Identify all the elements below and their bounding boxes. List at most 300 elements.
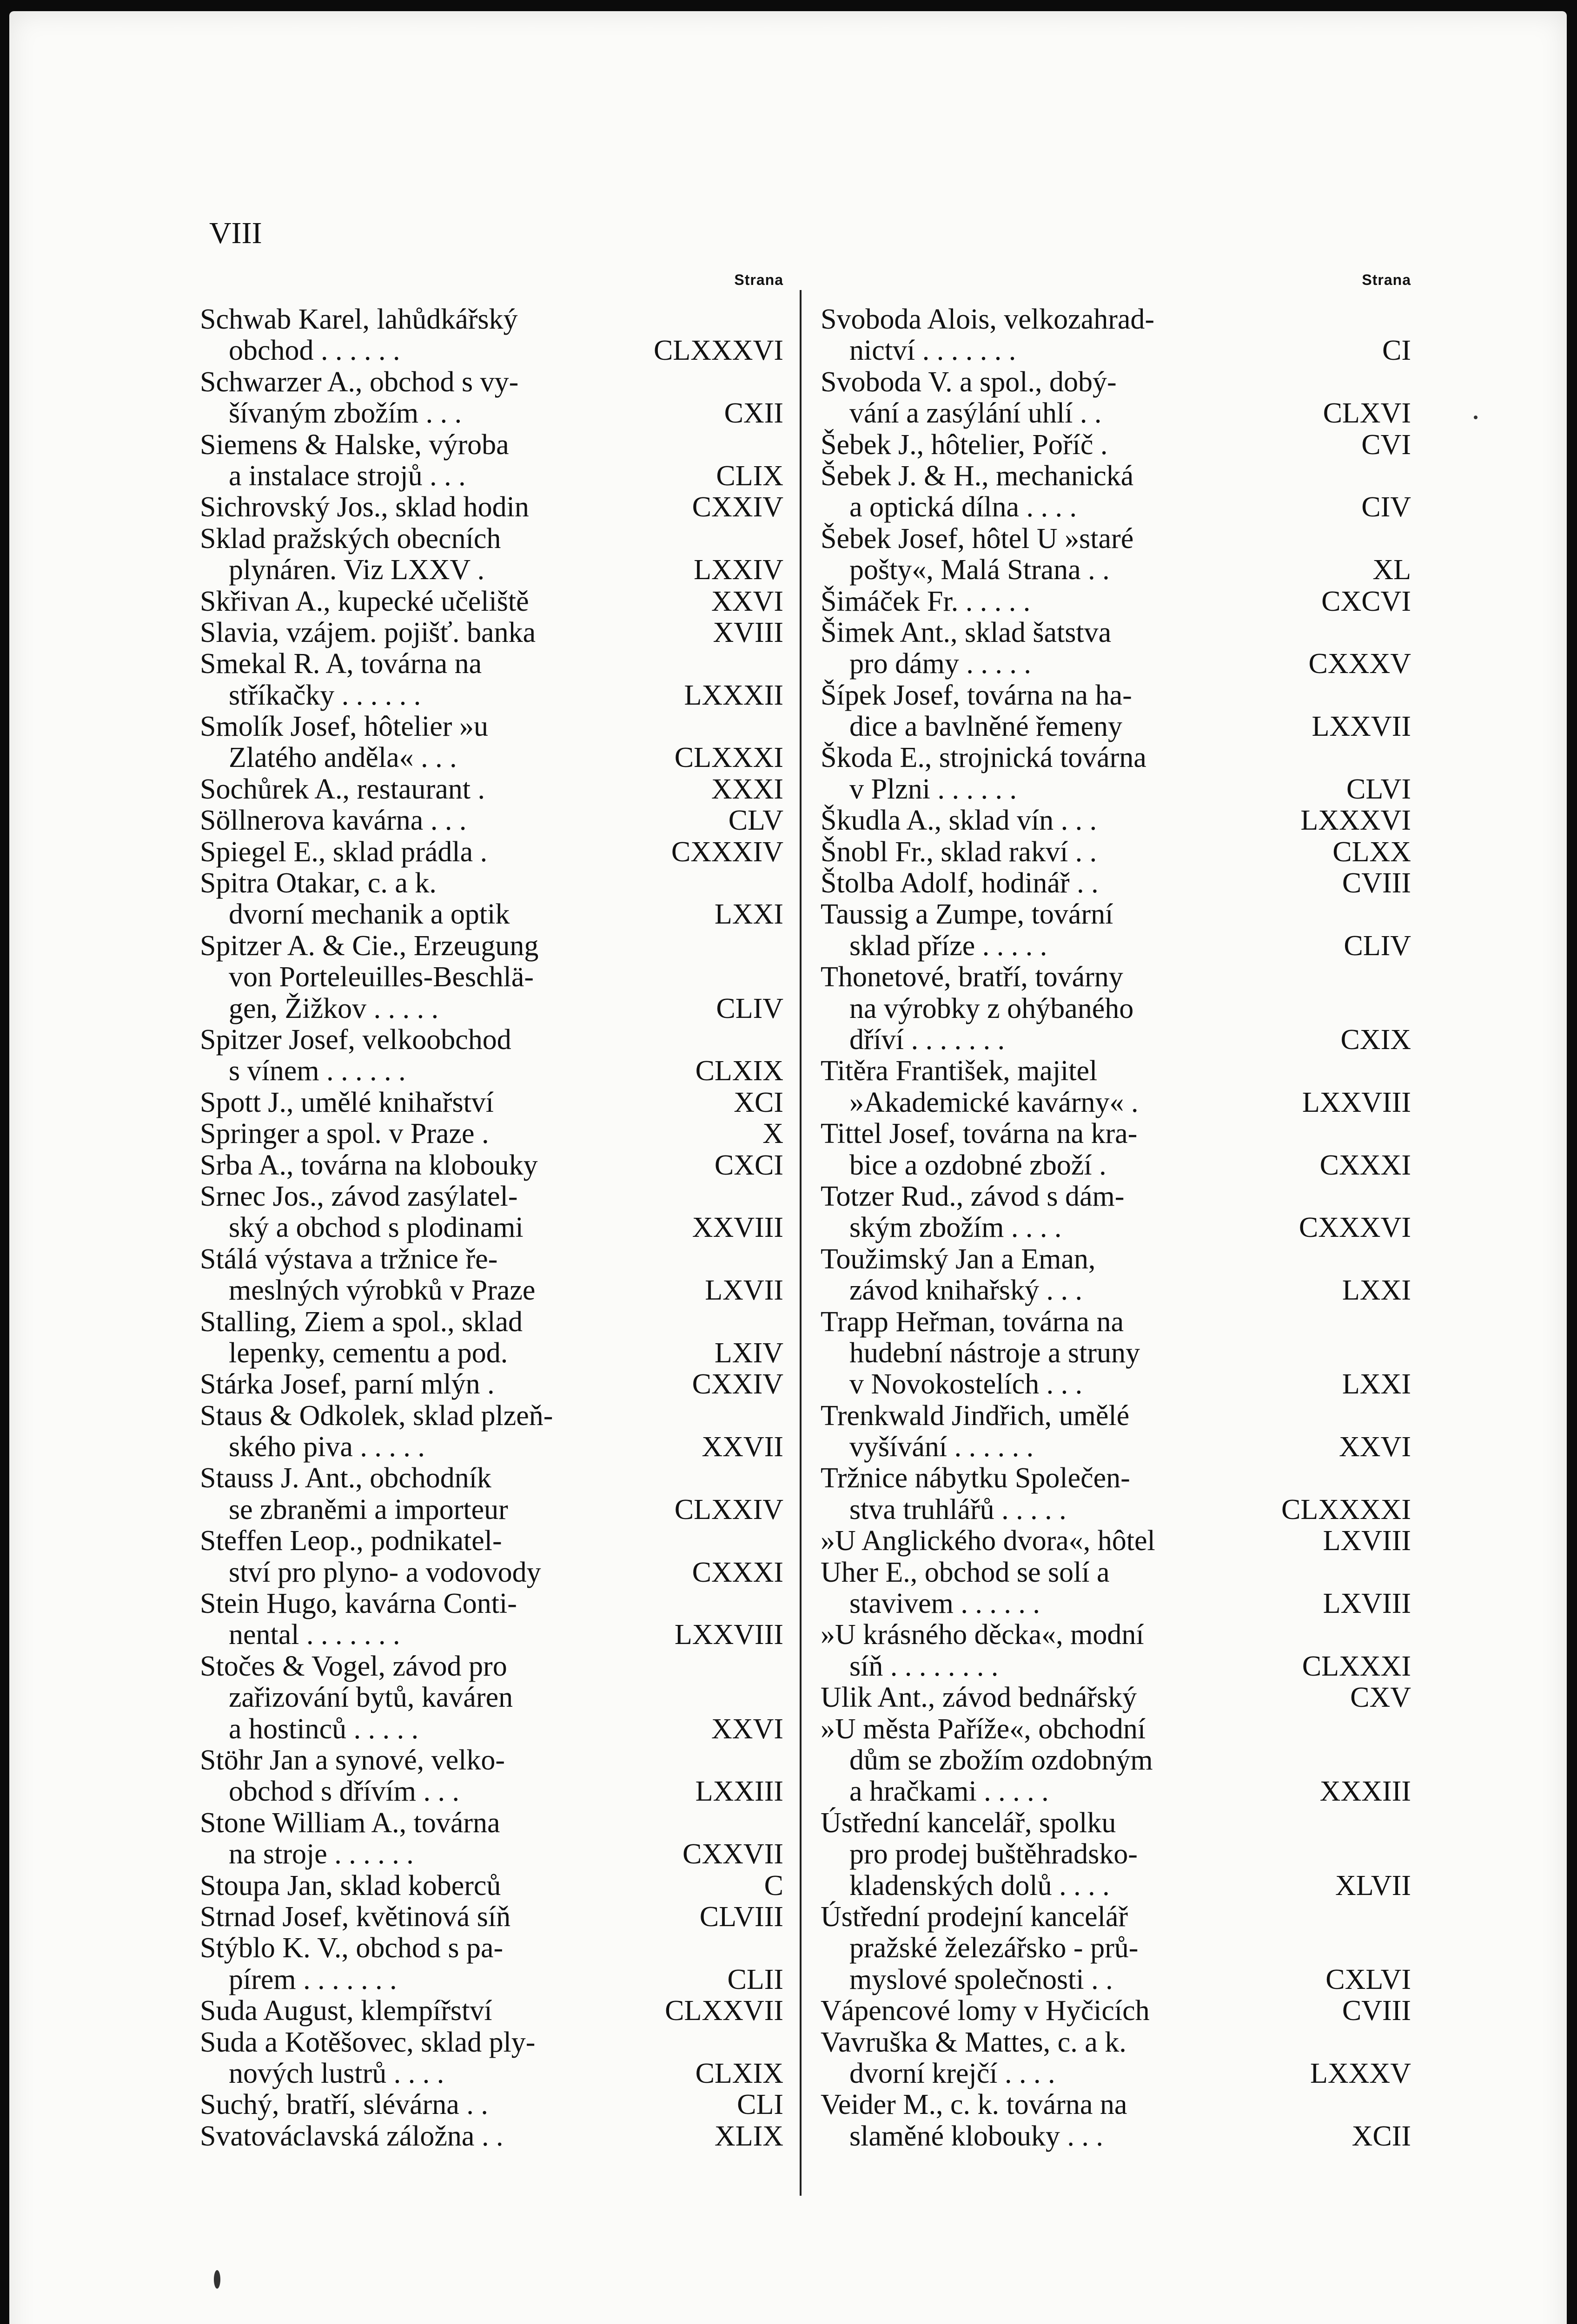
entry-page-ref: XXXIII (1319, 1776, 1411, 1808)
entry-line: lepenky, cementu a pod. (229, 1337, 508, 1369)
index-entry (821, 1400, 1411, 1463)
entry-line: Toužimský Jan a Eman, (821, 1243, 1096, 1275)
entry-name (821, 680, 1303, 743)
entry-line: Svatováclavská záložna . . (200, 2120, 504, 2152)
entry-line: meslných výrobků v Praze (229, 1274, 536, 1307)
entry-page-ref: CXXXV (1308, 648, 1411, 680)
entry-name (821, 1181, 1290, 1244)
index-entry (200, 1369, 783, 1400)
entry-name (821, 1463, 1272, 1525)
index-entry (200, 1808, 783, 1870)
index-entry (200, 586, 783, 617)
index-entry (821, 1056, 1411, 1118)
entry-name (200, 1087, 724, 1118)
entry-name (821, 962, 1331, 1056)
entry-page-ref: XXXI (711, 773, 783, 805)
entry-name (200, 1870, 755, 1901)
index-entry (200, 868, 783, 931)
entry-name (200, 429, 707, 492)
index-entry (200, 1307, 783, 1369)
entry-page-ref: CLXX (1332, 836, 1411, 868)
entry-name (821, 2089, 1343, 2152)
entry-line: Strnad Josef, květinová síň (200, 1901, 511, 1933)
entry-name (821, 1714, 1311, 1808)
entry-page-ref: XXVIII (692, 1212, 783, 1244)
index-entry (821, 680, 1411, 743)
entry-name (200, 1808, 673, 1870)
entry-name (821, 1525, 1314, 1557)
entry-page-ref: XXVI (1339, 1431, 1411, 1463)
entry-line: Totzer Rud., závod s dám- (821, 1180, 1125, 1212)
index-entry (821, 1307, 1411, 1400)
entry-line: Springer a spol. v Praze . (200, 1118, 489, 1150)
entry-line: Suda August, klempířství (200, 1995, 492, 2027)
entry-line: Ulik Ant., závod bednářský (821, 1682, 1137, 1714)
entry-name (821, 461, 1352, 523)
entry-line: Titěra František, majitel (821, 1055, 1098, 1087)
entry-line: Veider M., c. k. továrna na (821, 2089, 1127, 2121)
book-page (9, 11, 1567, 2324)
entry-line: von Porteleuilles-Beschlä- (229, 961, 534, 993)
entry-line: na výrobky z ohýbaného (849, 992, 1134, 1024)
index-entry (821, 429, 1411, 461)
entry-name (200, 931, 707, 1024)
entry-line: Uher E., obchod se solí a (821, 1556, 1110, 1588)
entry-line: Spitzer Josef, velkoobchod (200, 1024, 511, 1056)
index-entry (200, 2089, 783, 2120)
index-entry (821, 523, 1411, 586)
entry-line: Siemens & Halske, výroba (200, 429, 509, 461)
entry-line: a hostinců . . . . . (229, 1713, 419, 1745)
entry-page-ref: CLXXIV (674, 1493, 783, 1525)
entry-name (200, 711, 665, 774)
entry-name (200, 1525, 683, 1588)
entry-page-ref: CLXXXVI (654, 335, 783, 367)
index-entry (200, 774, 783, 805)
entry-line: vyšívání . . . . . . (849, 1431, 1034, 1463)
left-entries (200, 304, 783, 2152)
entry-line: Šebek J. & H., mechanická (821, 460, 1134, 492)
entry-page-ref: CLII (727, 1963, 783, 1995)
index-entry (200, 1933, 783, 1995)
entry-line: Zlatého anděla« . . . (229, 742, 457, 774)
entry-line: Staus & Odkolek, sklad plzeň- (200, 1400, 553, 1432)
entry-name (821, 868, 1333, 899)
entry-line: Vápencové lomy v Hyčicích (821, 1995, 1150, 2027)
left-index-column (200, 271, 783, 2152)
entry-line: Škudla A., sklad vín . . . (821, 805, 1097, 837)
entry-line: Stočes & Vogel, závod pro (200, 1650, 507, 1682)
entry-line: Srba A., továrna na klobouky (200, 1149, 538, 1181)
entry-line: Slavia, vzájem. pojišť. banka (200, 616, 536, 648)
entry-name (200, 1024, 686, 1087)
entry-line: dvorní mechanik a optik (229, 898, 510, 931)
entry-page-ref: C (764, 1869, 783, 1901)
index-entry (200, 931, 783, 1024)
right-index-column (821, 271, 1411, 2152)
index-entry (200, 1870, 783, 1901)
entry-line: Svoboda Alois, velkozahrad- (821, 304, 1155, 335)
entry-page-ref: LXXVIII (674, 1619, 783, 1651)
index-entry (821, 742, 1411, 805)
entry-name (200, 1181, 683, 1244)
index-entry (200, 1400, 783, 1463)
entry-line: zařizování bytů, kaváren (229, 1682, 513, 1714)
entry-line: »U Anglického dvora«, hôtel (821, 1525, 1155, 1557)
entry-page-ref: XXVI (711, 1713, 783, 1745)
entry-page-ref: CLI (737, 2089, 783, 2121)
entry-name (200, 1307, 705, 1369)
entry-line: dům se zbožím ozdobným (849, 1744, 1153, 1776)
index-entry (200, 304, 783, 367)
entry-line: ský a obchod s plodinami (229, 1212, 523, 1244)
entry-line: Šípek Josef, továrna na ha- (821, 679, 1132, 711)
entry-page-ref: CLXXXXI (1281, 1493, 1411, 1525)
entry-page-ref: CLXXVII (665, 1995, 783, 2027)
entry-name (200, 837, 662, 868)
entry-name (200, 1369, 683, 1400)
entry-name (200, 1463, 665, 1525)
entry-name (821, 1808, 1326, 1901)
entry-line: dvorní krejčí . . . . (849, 2057, 1055, 2089)
entry-page-ref: XLVII (1335, 1869, 1411, 1901)
index-entry (821, 1463, 1411, 1525)
entry-line: stavivem . . . . . . (849, 1588, 1040, 1620)
index-entry (200, 805, 783, 836)
entry-line: nental . . . . . . . (229, 1619, 400, 1651)
entry-name (821, 586, 1312, 617)
entry-page-ref: LXXIII (695, 1776, 783, 1808)
index-entry (821, 2027, 1411, 2090)
entry-line: vání a zasýlání uhlí . . (849, 397, 1102, 429)
index-entry (200, 523, 783, 586)
entry-page-ref: CXIX (1340, 1024, 1411, 1056)
entry-name (821, 837, 1323, 868)
index-entry (821, 837, 1411, 868)
entry-line: pro prodej buštěhradsko- (849, 1838, 1138, 1870)
entry-line: Svoboda V. a spol., dobý- (821, 366, 1117, 398)
entry-line: Spiegel E., sklad prádla . (200, 836, 488, 868)
entry-line: pošty«, Malá Strana . . (849, 554, 1110, 586)
right-entries (821, 304, 1411, 2152)
entry-line: Taussig a Zumpe, tovární (821, 898, 1113, 931)
entry-line: Šebek J., hôtelier, Poříč . (821, 429, 1108, 461)
index-entry (821, 1118, 1411, 1181)
entry-name (821, 1118, 1311, 1181)
ink-spot (214, 2270, 220, 2289)
entry-page-ref: CXXXI (1319, 1149, 1411, 1181)
entry-line: ství pro plyno- a vodovody (229, 1556, 541, 1588)
entry-line: Šimáček Fr. . . . . . (821, 585, 1031, 617)
index-entry (200, 429, 783, 492)
entry-line: Stálá výstava a tržnice ře- (200, 1243, 498, 1275)
entry-line: Sklad pražských obecních (200, 522, 501, 555)
entry-page-ref: CLXVI (1323, 397, 1411, 429)
index-entry (200, 1525, 783, 1588)
entry-name (821, 2027, 1301, 2090)
index-entry (821, 1181, 1411, 1244)
entry-name (821, 523, 1363, 586)
entry-line: pro dámy . . . . . (849, 648, 1031, 680)
entry-line: »Akademické kavárny« . (849, 1086, 1139, 1118)
index-entry (200, 1463, 783, 1525)
entry-name (200, 1995, 656, 2027)
entry-line: v Novokostelích . . . (849, 1368, 1083, 1400)
entry-line: dice a bavlněné řemeny (849, 711, 1122, 743)
entry-line: Šnobl Fr., sklad rakví . . (821, 836, 1097, 868)
entry-line: Schwab Karel, lahůdkářský (200, 304, 518, 335)
entry-line: s vínem . . . . . . (229, 1055, 406, 1087)
entry-line: Ústřední prodejní kancelář (821, 1901, 1128, 1933)
entry-page-ref: XL (1372, 554, 1411, 586)
entry-page-ref: CXLVI (1325, 1963, 1411, 1995)
entry-page-ref: LXIV (714, 1337, 783, 1369)
entry-line: Trapp Heřman, továrna na (821, 1306, 1124, 1338)
entry-line: stva truhlářů . . . . . (849, 1493, 1067, 1525)
entry-line: v Plzni . . . . . . (849, 773, 1017, 805)
ink-spot (1474, 416, 1478, 419)
entry-line: Šimek Ant., sklad šatstva (821, 616, 1112, 648)
index-entry (200, 1901, 783, 1933)
index-entry (200, 492, 783, 523)
entry-name (821, 429, 1352, 461)
entry-line: »U krásného děcka«, modní (821, 1619, 1144, 1651)
entry-line: obchod . . . . . . (229, 335, 400, 367)
entry-name (200, 648, 675, 711)
entry-line: se zbraněmi a importeur (229, 1493, 508, 1525)
entry-name (821, 899, 1334, 962)
entry-name (200, 2027, 686, 2090)
entry-line: pírem . . . . . . . (229, 1963, 397, 1995)
index-entry (200, 1244, 783, 1307)
entry-name (200, 1150, 705, 1181)
entry-name (200, 304, 644, 367)
entry-name (200, 1118, 753, 1149)
entry-page-ref: CXV (1350, 1682, 1411, 1714)
entry-line: Stauss J. Ant., obchodník (200, 1462, 491, 1494)
entry-line: ským zbožím . . . . (849, 1212, 1062, 1244)
entry-page-ref: CXXIV (692, 491, 783, 523)
entry-name (200, 523, 684, 586)
index-entry (200, 1087, 783, 1118)
entry-page-ref: CIV (1361, 491, 1411, 523)
entry-line: šívaným zbožím . . . (229, 397, 462, 429)
index-entry (821, 1619, 1411, 1682)
entry-page-ref: CLXXXI (674, 742, 783, 774)
entry-line: Tittel Josef, továrna na kra- (821, 1118, 1138, 1150)
entry-page-ref: LXVIII (1323, 1525, 1411, 1557)
entry-page-ref: LXXVII (1312, 711, 1411, 743)
entry-name (200, 1651, 702, 1745)
entry-page-ref: CXXXIV (671, 836, 783, 868)
entry-name (200, 1901, 690, 1933)
entry-line: Stein Hugo, kavárna Conti- (200, 1588, 517, 1620)
entry-name (821, 367, 1314, 429)
entry-page-ref: LXXXV (1310, 2057, 1411, 2089)
entry-page-ref: CXII (724, 397, 783, 429)
entry-page-ref: LXVII (705, 1274, 783, 1307)
entry-name (821, 617, 1299, 680)
entry-page-ref: LXXI (714, 898, 783, 931)
index-entry (821, 868, 1411, 899)
entry-line: Schwarzer A., obchod s vy- (200, 366, 519, 398)
index-entry (821, 1714, 1411, 1808)
entry-line: a optická dílna . . . . (849, 491, 1077, 523)
entry-name (200, 2121, 705, 2152)
entry-page-ref: CVIII (1342, 867, 1411, 899)
entry-page-ref: CLIV (716, 992, 783, 1024)
entry-line: na stroje . . . . . . (229, 1838, 414, 1870)
entry-name (200, 1933, 718, 1995)
entry-line: »U města Paříže«, obchodní (821, 1713, 1146, 1745)
entry-name (821, 1056, 1293, 1118)
entry-page-ref: XVIII (713, 616, 783, 648)
entry-name (821, 1557, 1314, 1620)
entry-page-ref: CLIX (716, 460, 783, 492)
index-entry (821, 367, 1411, 429)
index-entry (821, 1557, 1411, 1620)
index-entry (200, 1651, 783, 1745)
entry-page-ref: CXCVI (1321, 585, 1411, 617)
entry-name (200, 617, 704, 648)
entry-page-ref: XCI (734, 1086, 783, 1118)
index-entry (821, 461, 1411, 523)
entry-line: slaměné klobouky . . . (849, 2120, 1103, 2152)
entry-page-ref: CLVI (1346, 773, 1411, 805)
entry-page-ref: CVIII (1342, 1995, 1411, 2027)
entry-page-ref: LXVIII (1323, 1588, 1411, 1620)
index-entry (200, 711, 783, 774)
index-entry (821, 962, 1411, 1056)
index-entry (821, 1682, 1411, 1713)
entry-page-ref: LXXI (1342, 1274, 1411, 1307)
index-entry (200, 367, 783, 429)
entry-page-ref: CLXXXI (1302, 1650, 1411, 1682)
entry-line: ského piva . . . . . (229, 1431, 425, 1463)
entry-line: plynáren. Viz LXXV . (229, 554, 485, 586)
index-entry (821, 1525, 1411, 1557)
entry-page-ref: LXXXII (684, 679, 783, 711)
entry-name (200, 1244, 696, 1307)
left-column-header: Strana (734, 271, 783, 288)
entry-line: Sichrovský Jos., sklad hodin (200, 491, 529, 523)
entry-line: Škoda E., strojnická továrna (821, 742, 1146, 774)
entry-line: Thonetové, bratří, továrny (821, 961, 1123, 993)
entry-line: Tržnice nábytku Společen- (821, 1462, 1130, 1494)
index-entry (821, 1901, 1411, 1995)
entry-line: Štolba Adolf, hodinář . . (821, 867, 1099, 899)
column-divider (800, 290, 802, 2196)
entry-line: Söllnerova kavárna . . . (200, 805, 467, 837)
entry-page-ref: CLXIX (695, 2057, 783, 2089)
entry-page-ref: CLIV (1344, 930, 1411, 962)
index-entry (821, 805, 1411, 836)
entry-line: Spitra Otakar, c. a k. (200, 867, 437, 899)
page-number: VIII (209, 216, 262, 250)
entry-line: a hračkami . . . . . (849, 1776, 1049, 1808)
entry-line: závod knihařský . . . (849, 1274, 1083, 1307)
entry-line: bice a ozdobné zboží . (849, 1149, 1107, 1181)
entry-page-ref: CXXXVI (1299, 1212, 1411, 1244)
index-entry (821, 1995, 1411, 2027)
entry-line: sklad příze . . . . . (849, 930, 1047, 962)
entry-line: Stoupa Jan, sklad koberců (200, 1869, 501, 1901)
entry-name (200, 805, 719, 836)
index-entry (200, 648, 783, 711)
entry-page-ref: CLVIII (699, 1901, 783, 1933)
index-entry (821, 2089, 1411, 2152)
entry-page-ref: CXXXI (692, 1556, 783, 1588)
index-entry (821, 899, 1411, 962)
entry-line: myslové společnosti . . (849, 1963, 1113, 1995)
entry-line: Stone William A., továrna (200, 1807, 500, 1839)
entry-name (821, 1619, 1293, 1682)
entry-line: Smekal R. A, továrna na (200, 648, 482, 680)
entry-line: obchod s dřívím . . . (229, 1776, 459, 1808)
entry-page-ref: XXVII (702, 1431, 783, 1463)
entry-line: Smolík Josef, hôtelier »u (200, 711, 488, 743)
entry-page-ref: XCII (1352, 2120, 1411, 2152)
entry-name (200, 868, 705, 931)
entry-line: kladenských dolů . . . . (849, 1869, 1110, 1901)
entry-name (200, 774, 702, 805)
index-entry (200, 1588, 783, 1651)
entry-page-ref: X (762, 1118, 783, 1150)
entry-line: Sochůrek A., restaurant . (200, 773, 485, 805)
entry-line: Spott J., umělé knihařství (200, 1086, 494, 1118)
entry-name (200, 586, 702, 617)
index-entry (200, 837, 783, 868)
entry-line: Skřivan A., kupecké učeliště (200, 585, 529, 617)
index-entry (821, 617, 1411, 680)
entry-page-ref: CXCI (714, 1149, 783, 1181)
index-entry (200, 2027, 783, 2090)
entry-name (821, 805, 1291, 836)
entry-line: hudební nástroje a struny (849, 1337, 1140, 1369)
index-entry (821, 1808, 1411, 1901)
entry-page-ref: XLIX (714, 2120, 783, 2152)
entry-line: gen, Žižkov . . . . . (229, 992, 439, 1024)
entry-name (821, 304, 1373, 367)
entry-line: Vavruška & Mattes, c. a k. (821, 2026, 1126, 2058)
entry-line: Stárka Josef, parní mlýn . (200, 1368, 495, 1400)
index-entry (821, 304, 1411, 367)
index-entry (821, 1244, 1411, 1307)
index-entry (200, 1745, 783, 1808)
index-entry (200, 1181, 783, 1244)
entry-name (200, 492, 683, 523)
entry-name (821, 1307, 1333, 1400)
entry-line: a instalace strojů . . . (229, 460, 466, 492)
entry-page-ref: CLV (728, 805, 783, 837)
entry-name (821, 1995, 1333, 2027)
index-entry (821, 586, 1411, 617)
entry-line: Suchý, bratří, slévárna . . (200, 2089, 488, 2121)
entry-page-ref: CLXIX (695, 1055, 783, 1087)
entry-line: Stöhr Jan a synové, velko- (200, 1744, 505, 1776)
entry-line: síň . . . . . . . . (849, 1650, 999, 1682)
entry-line: Srnec Jos., závod zasýlatel- (200, 1180, 518, 1212)
entry-page-ref: LXXI (1342, 1368, 1411, 1400)
index-entry (200, 1118, 783, 1149)
entry-line: dříví . . . . . . . (849, 1023, 1005, 1056)
entry-name (821, 1682, 1341, 1713)
index-entry (200, 1024, 783, 1087)
entry-page-ref: LXXXVI (1300, 805, 1411, 837)
entry-line: Stalling, Ziem a spol., sklad (200, 1306, 523, 1338)
entry-line: nových lustrů . . . . (229, 2057, 444, 2089)
entry-name (200, 1588, 665, 1651)
